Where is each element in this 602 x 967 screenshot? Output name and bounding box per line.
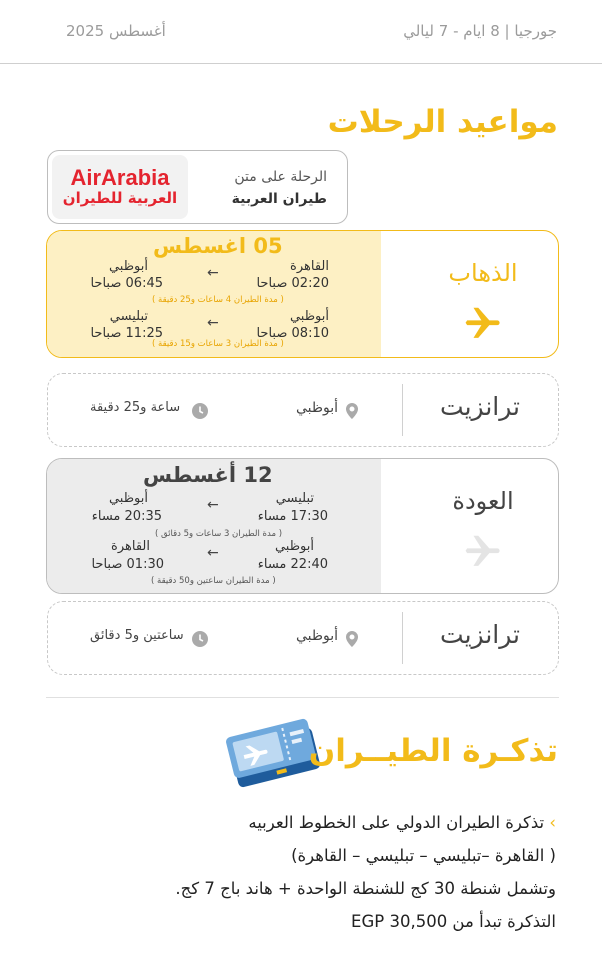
transit1-duration: ساعة و25 دقيقة [90, 400, 181, 415]
bullet-chevron-icon: › [549, 813, 556, 832]
location-pin-icon [345, 631, 359, 647]
carrier-box [47, 150, 348, 224]
rleg2-from: أبوظبي [274, 539, 314, 554]
ticket-line-1-text: تذكرة الطيران الدولي على الخطوط العربيه [248, 813, 545, 832]
leg2-arrow: ← [207, 315, 219, 331]
ticket-icon [224, 715, 322, 791]
leg2-from: أبوظبي [289, 309, 329, 324]
leg2-to: تبليسي [109, 309, 148, 324]
leg1-from: القاهرة [290, 259, 329, 274]
logo-text-en: AirArabia [70, 165, 170, 190]
transit-box-2 [47, 601, 559, 675]
transit-box-1 [47, 373, 559, 447]
leg2-dep-time: 08:10 صباحا [256, 326, 329, 341]
transit1-label: ترانزيت [440, 392, 520, 421]
rleg1-arrow: ← [207, 497, 219, 513]
rleg1-to: أبوظبي [108, 491, 148, 506]
rleg2-duration: ( مدة الطيران ساعتين و50 دقيقة ) [151, 576, 276, 586]
location-pin-icon [345, 403, 359, 419]
logo-text-ar: العربية للطيران [62, 189, 178, 207]
airarabia-logo [52, 155, 188, 219]
rleg1-dep-time: 17:30 مساء [257, 509, 328, 524]
outbound-label: الذهاب [448, 259, 518, 287]
rleg1-duration: ( مدة الطيران 3 ساعات و5 دقائق ) [155, 529, 283, 539]
transit2-place: أبوظبي [295, 628, 338, 644]
carrier-label: الرحلة على متن [234, 169, 327, 185]
leg1-arrow: ← [207, 265, 219, 281]
rleg2-arr-time: 01:30 صباحا [91, 557, 164, 572]
ticket-line-3: وتشمل شنطة 30 كج للشنطة الواحدة + هاند باج 7 كج. [175, 879, 556, 898]
header-date: أغسطس 2025 [66, 22, 166, 40]
clock-icon [192, 631, 208, 647]
section-divider [46, 697, 559, 698]
leg1-dep-time: 02:20 صباحا [256, 276, 329, 291]
ticket-title: تذكـرة الطيــران [308, 733, 558, 769]
rleg2-to: القاهرة [111, 539, 150, 554]
leg2-arr-time: 11:25 صباحا [90, 326, 163, 341]
ticket-line-2: ( القاهرة –تبليسي – تبليسي – القاهرة) [291, 846, 556, 865]
header-divider [0, 63, 602, 64]
leg1-duration: ( مدة الطيران 4 ساعات و25 دقيقة ) [152, 295, 284, 305]
clock-icon [192, 403, 208, 419]
ticket-line-4: التذكرة تبدأ من EGP 30,500 [351, 912, 556, 931]
transit2-label: ترانزيت [440, 620, 520, 649]
outbound-date: 05 اغسطس [153, 234, 283, 258]
transit1-separator [402, 384, 403, 436]
header-trip: جورجيا | 8 ايام - 7 ليالي [403, 22, 557, 40]
rleg1-arr-time: 20:35 مساء [91, 509, 162, 524]
leg1-to: أبوظبي [108, 259, 148, 274]
outbound-card [46, 230, 559, 358]
rleg1-from: تبليسي [275, 491, 314, 506]
rleg2-arrow: ← [207, 545, 219, 561]
schedule-title: مواعيد الرحلات [327, 104, 558, 140]
transit2-separator [402, 612, 403, 664]
return-label: العودة [452, 487, 514, 515]
leg2-duration: ( مدة الطيران 3 ساعات و15 دقيقة ) [152, 339, 284, 349]
plane-icon [464, 303, 502, 341]
leg1-arr-time: 06:45 صباحا [90, 276, 163, 291]
carrier-airline: طيران العربية [231, 191, 327, 207]
transit1-place: أبوظبي [295, 400, 338, 416]
return-card [46, 458, 559, 594]
transit2-duration: ساعتين و5 دقائق [90, 628, 184, 643]
plane-icon-return [464, 531, 502, 569]
return-date: 12 أغسطس [143, 463, 273, 487]
rleg2-dep-time: 22:40 مساء [257, 557, 328, 572]
ticket-line-1 [248, 813, 556, 832]
